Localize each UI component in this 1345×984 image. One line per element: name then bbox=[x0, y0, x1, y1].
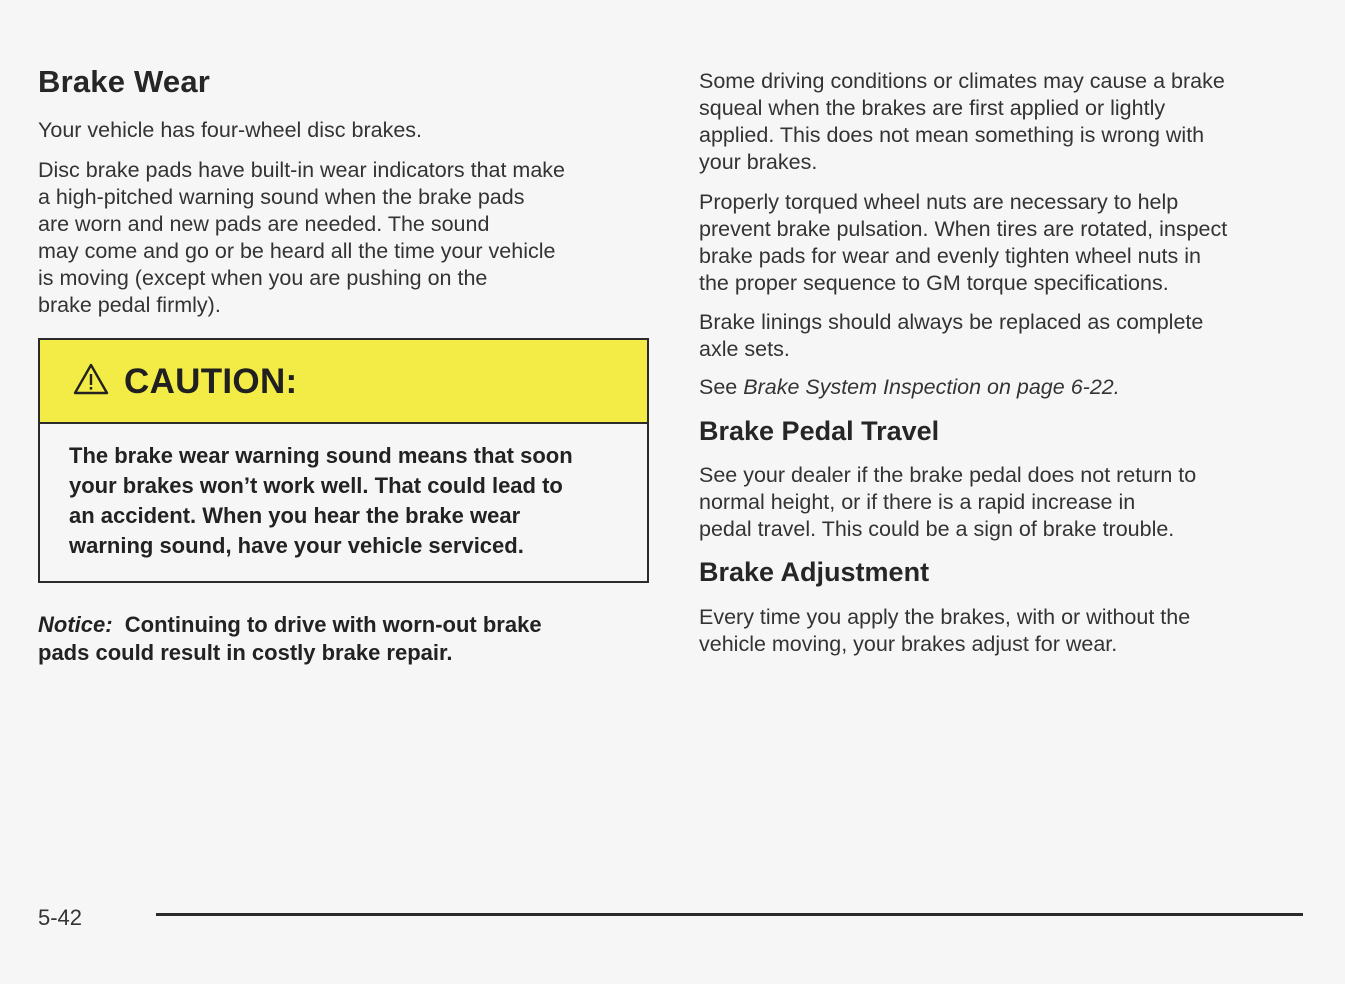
text-line: is moving (except when you are pushing on the bbox=[38, 266, 488, 290]
notice-line-2: pads could result in costly brake repair. bbox=[38, 640, 453, 665]
text-line: Every time you apply the brakes, with or without the bbox=[699, 605, 1191, 629]
text-line: brake pedal firmly). bbox=[38, 293, 221, 317]
text-line: Brake linings should always be replaced as complete bbox=[699, 310, 1204, 334]
text-line: Disc brake pads have built-in wear indicators that make bbox=[38, 158, 566, 182]
notice-label: Notice: bbox=[38, 612, 113, 637]
notice-text: Continuing to drive with worn-out brake bbox=[124, 612, 542, 637]
text-line: the proper sequence to GM torque specifications. bbox=[699, 271, 1169, 295]
text-line: applied. This does not mean something is wrong with bbox=[699, 123, 1205, 147]
caution-header bbox=[40, 340, 647, 424]
warning-triangle-icon bbox=[73, 362, 109, 396]
text-line: your brakes. bbox=[699, 150, 818, 174]
text-line: Properly torqued wheel nuts are necessary to help bbox=[699, 190, 1179, 214]
page-number: 5-42 bbox=[38, 905, 83, 930]
inspection-reference bbox=[699, 374, 1120, 401]
inspection-link[interactable]: Brake System Inspection on page 6-22. bbox=[743, 375, 1120, 399]
caution-box bbox=[38, 338, 649, 583]
brake-wear-heading: Brake Wear bbox=[38, 64, 211, 99]
caution-title: CAUTION: bbox=[124, 362, 298, 401]
caution-body bbox=[69, 441, 634, 561]
text-line: normal height, or if there is a rapid increase in bbox=[699, 490, 1136, 514]
text-line: prevent brake pulsation. When tires are rotated, inspect bbox=[699, 217, 1228, 241]
text-line: vehicle moving, your brakes adjust for wear. bbox=[699, 632, 1118, 656]
footer-rule bbox=[156, 913, 1303, 916]
text-line: brake pads for wear and evenly tighten wheel nuts in bbox=[699, 244, 1201, 268]
text-line: may come and go or be heard all the time your vehicle bbox=[38, 239, 556, 263]
caution-line: your brakes won’t work well. That could lead to bbox=[69, 473, 563, 498]
caution-line: The brake wear warning sound means that soon bbox=[69, 443, 573, 468]
text-line: a high-pitched warning sound when the brake pads bbox=[38, 185, 525, 209]
brake-pedal-travel-heading: Brake Pedal Travel bbox=[699, 416, 940, 446]
text-line: See your dealer if the brake pedal does not return to bbox=[699, 463, 1197, 487]
brake-wear-intro: Your vehicle has four-wheel disc brakes. bbox=[38, 118, 423, 142]
caution-line: warning sound, have your vehicle serviced. bbox=[69, 533, 524, 558]
notice-block bbox=[38, 611, 648, 667]
brake-adjustment-heading: Brake Adjustment bbox=[699, 557, 930, 587]
text-line: axle sets. bbox=[699, 337, 790, 361]
text-line: are worn and new pads are needed. The sound bbox=[38, 212, 490, 236]
see-prefix: See bbox=[699, 375, 744, 399]
caution-line: an accident. When you hear the brake wear bbox=[69, 503, 521, 528]
text-line: Some driving conditions or climates may cause a brake bbox=[699, 69, 1225, 93]
text-line: squeal when the brakes are first applied or lightly bbox=[699, 96, 1166, 120]
notice-line-1 bbox=[38, 611, 648, 639]
text-line: pedal travel. This could be a sign of brake trouble. bbox=[699, 517, 1175, 541]
